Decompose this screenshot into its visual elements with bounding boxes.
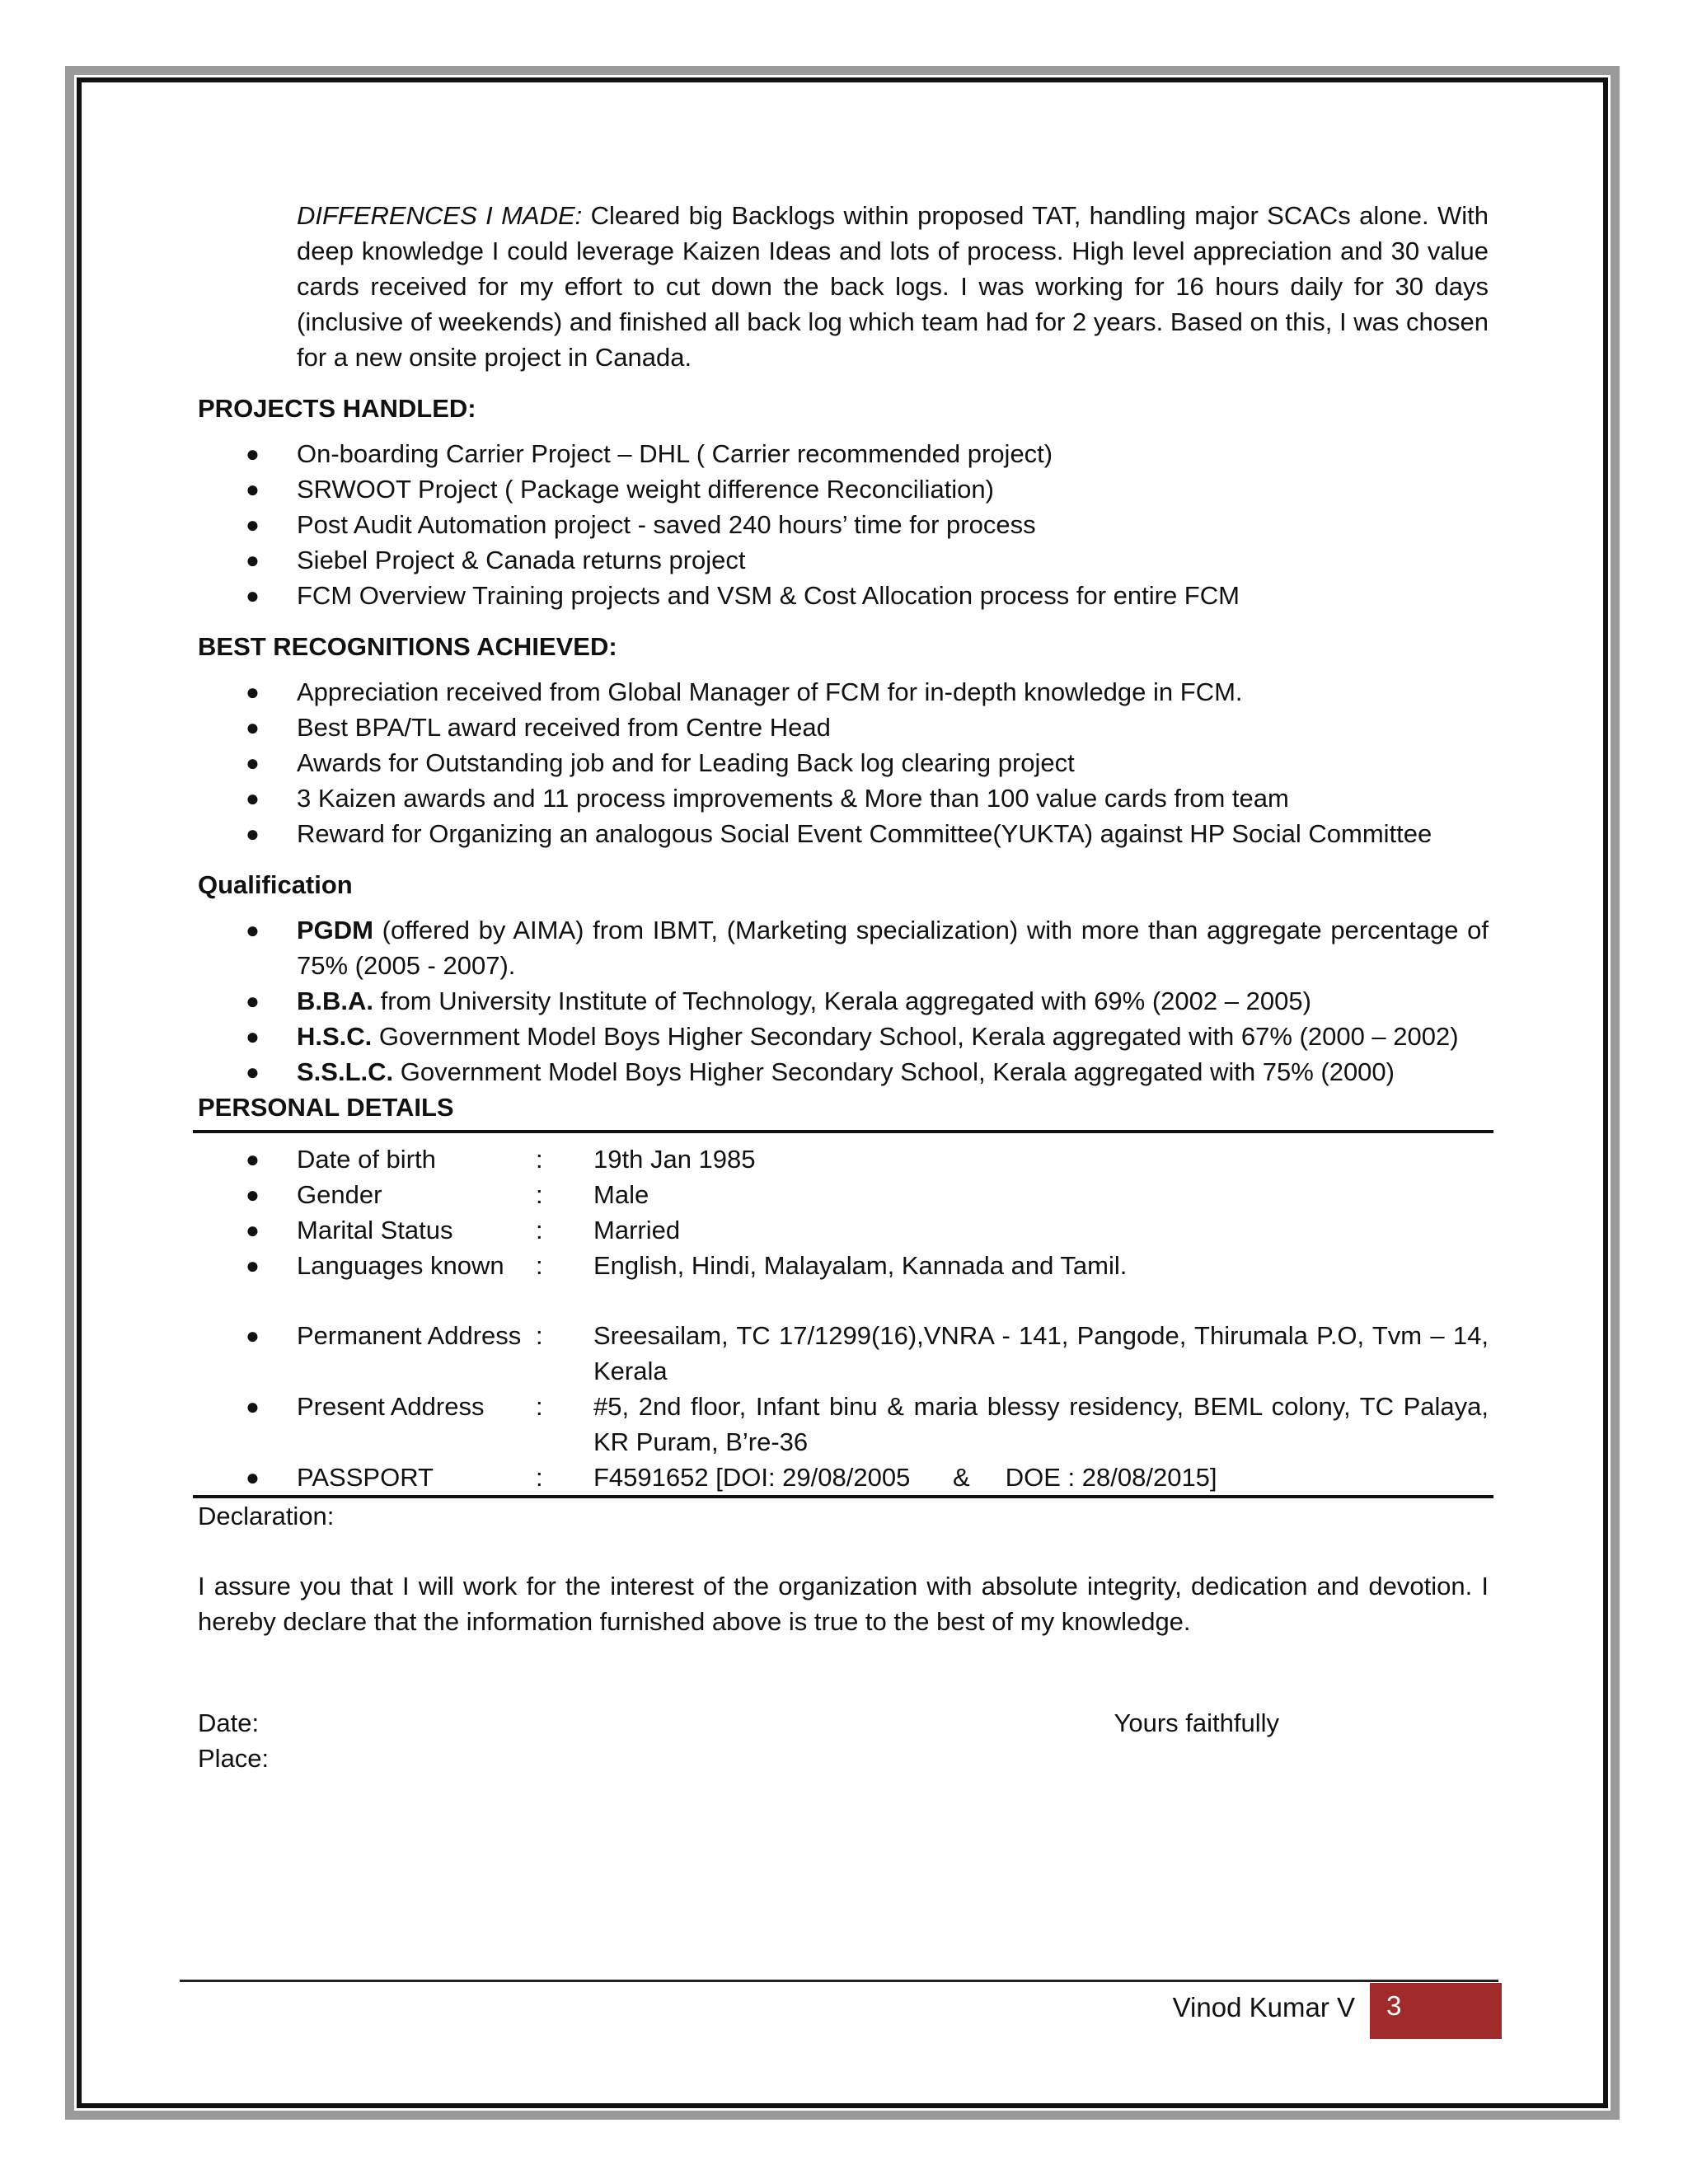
bullet-icon: ●: [246, 547, 260, 573]
list-item: [198, 674, 1489, 710]
list-item: [198, 983, 1489, 1019]
list-item: [198, 507, 1489, 542]
list-item: [198, 1141, 1489, 1177]
detail-value: Sreesailam, TC 17/1299(16),VNRA - 141, Pangode, Thirumala P.O, Tvm – 14, Kerala: [593, 1321, 1489, 1385]
qualification-list: [198, 912, 1489, 1090]
detail-value: Male: [593, 1180, 649, 1209]
bullet-icon: ●: [246, 715, 260, 740]
list-item: [198, 1019, 1489, 1054]
recognition-item-text: Reward for Organizing an analogous Social Event Committee(YUKTA) against HP Social Committee: [297, 819, 1432, 848]
footer-divider: [180, 1980, 1498, 1982]
detail-label: PASSPORT: [297, 1463, 434, 1492]
personal-details-list: [198, 1141, 1489, 1495]
list-item: [198, 1460, 1489, 1495]
recognition-item-text: 3 Kaizen awards and 11 process improvements & More than 100 value cards from team: [297, 784, 1289, 813]
project-item-text: On-boarding Carrier Project – DHL ( Carrier recommended project): [297, 439, 1053, 468]
recognition-item-text: Awards for Outstanding job and for Leading Back log clearing project: [297, 748, 1075, 777]
bullet-icon: ●: [246, 1059, 260, 1085]
detail-colon: :: [536, 1251, 543, 1280]
bullet-icon: ●: [246, 988, 260, 1014]
list-item: [198, 1054, 1489, 1090]
bullet-icon: ●: [246, 1323, 260, 1348]
qualification-detail: Government Model Boys Higher Secondary School, Kerala aggregated with 67% (2000 – 2002): [372, 1022, 1459, 1051]
closing-text: Yours faithfully: [1114, 1708, 1279, 1737]
differences-made-text: Cleared big Backlogs within proposed TAT, handling major SCACs alone. With deep knowledge I could leverage Kaizen Ideas and lots of process. High level appreciation and 30 value cards received for my effort to cut down the back logs. I was working for 16 hours daily for 30 days (inclusive of weekends) and finished all back log which team had for 2 years. Based on this, I was chosen for a new onsite project in Canada.: [297, 201, 1489, 372]
page-number-badge: 3: [1370, 1983, 1502, 2039]
list-item: [198, 745, 1489, 780]
differences-made-paragraph: [297, 198, 1489, 375]
qualification-degree: B.B.A.: [297, 987, 373, 1015]
detail-colon: :: [536, 1463, 543, 1492]
list-item: [198, 780, 1489, 816]
personal-details-heading: PERSONAL DETAILS: [198, 1093, 454, 1122]
project-item-text: Post Audit Automation project - saved 240 hours’ time for process: [297, 510, 1036, 539]
detail-label: Gender: [297, 1180, 382, 1209]
qualification-heading: Qualification: [198, 870, 353, 899]
list-item: [198, 1212, 1489, 1248]
bullet-icon: ●: [246, 750, 260, 776]
bullet-icon: ●: [246, 1217, 260, 1243]
signoff-row: [198, 1705, 1489, 1741]
list-item: [198, 578, 1489, 613]
section-divider: [193, 1130, 1493, 1133]
qualification-degree: S.S.L.C.: [297, 1057, 394, 1086]
bullet-icon: ●: [246, 785, 260, 811]
bullet-icon: ●: [246, 1465, 260, 1490]
detail-colon: :: [536, 1216, 543, 1244]
project-item-text: Siebel Project & Canada returns project: [297, 546, 746, 574]
project-item-text: FCM Overview Training projects and VSM & Cost Allocation process for entire FCM: [297, 581, 1240, 610]
recognition-item-text: Appreciation received from Global Manager of FCM for in-depth knowledge in FCM.: [297, 677, 1243, 706]
qualification-detail: Government Model Boys Higher Secondary School, Kerala aggregated with 75% (2000): [393, 1057, 1395, 1086]
bullet-icon: ●: [246, 583, 260, 608]
detail-value: F4591652 [DOI: 29/08/2005 & DOE : 28/08/2015]: [593, 1463, 1217, 1492]
differences-made-label: DIFFERENCES I MADE:: [297, 201, 583, 230]
detail-colon: :: [536, 1145, 543, 1174]
bullet-icon: ●: [246, 441, 260, 466]
recognitions-heading: BEST RECOGNITIONS ACHIEVED:: [198, 632, 617, 661]
bullet-icon: ●: [246, 1253, 260, 1278]
bullet-icon: ●: [246, 917, 260, 943]
detail-label: Marital Status: [297, 1216, 453, 1244]
projects-heading: PROJECTS HANDLED:: [198, 394, 476, 423]
bullet-icon: ●: [246, 1024, 260, 1049]
footer-author-name: Vinod Kumar V: [1172, 1992, 1355, 2022]
bullet-icon: ●: [246, 1182, 260, 1207]
list-item: [198, 710, 1489, 745]
declaration-text: I assure you that I will work for the interest of the organization with absolute integrity, dedication and devotion. I hereby declare that the information furnished above is true to the best of my knowledge.: [198, 1572, 1489, 1636]
detail-value: #5, 2nd floor, Infant binu & maria blessy residency, BEML colony, TC Palaya, KR Puram, B’re-36: [593, 1392, 1489, 1456]
list-item: [198, 816, 1489, 851]
detail-value: English, Hindi, Malayalam, Kannada and Tamil.: [593, 1251, 1128, 1280]
bullet-icon: ●: [246, 821, 260, 846]
recognitions-list: [198, 674, 1489, 851]
qualification-detail: from University Institute of Technology, Kerala aggregated with 69% (2002 – 2005): [373, 987, 1311, 1015]
list-item: [198, 1177, 1489, 1212]
declaration-heading: Declaration:: [198, 1502, 335, 1530]
qualification-detail: (offered by AIMA) from IBMT, (Marketing specialization) with more than aggregate percentage of 75% (2005 - 2007).: [297, 916, 1489, 980]
bullet-icon: ●: [246, 679, 260, 705]
bullet-icon: ●: [246, 1394, 260, 1419]
bullet-icon: ●: [246, 1146, 260, 1172]
resume-page-content: [198, 198, 1489, 1776]
detail-value: Married: [593, 1216, 681, 1244]
list-item: [198, 1318, 1489, 1389]
list-item: [198, 1248, 1489, 1283]
list-item: [198, 471, 1489, 507]
projects-list: [198, 436, 1489, 613]
detail-label: Date of birth: [297, 1145, 436, 1174]
list-item: [198, 1389, 1489, 1460]
bullet-icon: ●: [246, 512, 260, 537]
list-item: [198, 542, 1489, 578]
list-item: [198, 912, 1489, 983]
qualification-degree: H.S.C.: [297, 1022, 373, 1051]
place-label: Place:: [198, 1744, 270, 1773]
detail-colon: :: [536, 1180, 543, 1209]
detail-label: Languages known: [297, 1251, 504, 1280]
date-label: Date:: [198, 1708, 260, 1737]
list-item: [198, 436, 1489, 471]
detail-colon: :: [536, 1392, 543, 1421]
recognition-item-text: Best BPA/TL award received from Centre Head: [297, 713, 831, 742]
detail-colon: :: [536, 1321, 543, 1350]
qualification-degree: PGDM: [297, 916, 373, 944]
bullet-icon: ●: [246, 476, 260, 502]
project-item-text: SRWOOT Project ( Package weight difference Reconciliation): [297, 475, 994, 504]
detail-value: 19th Jan 1985: [593, 1145, 756, 1174]
detail-label: Present Address: [297, 1392, 485, 1421]
detail-label: Permanent Address: [297, 1321, 522, 1350]
